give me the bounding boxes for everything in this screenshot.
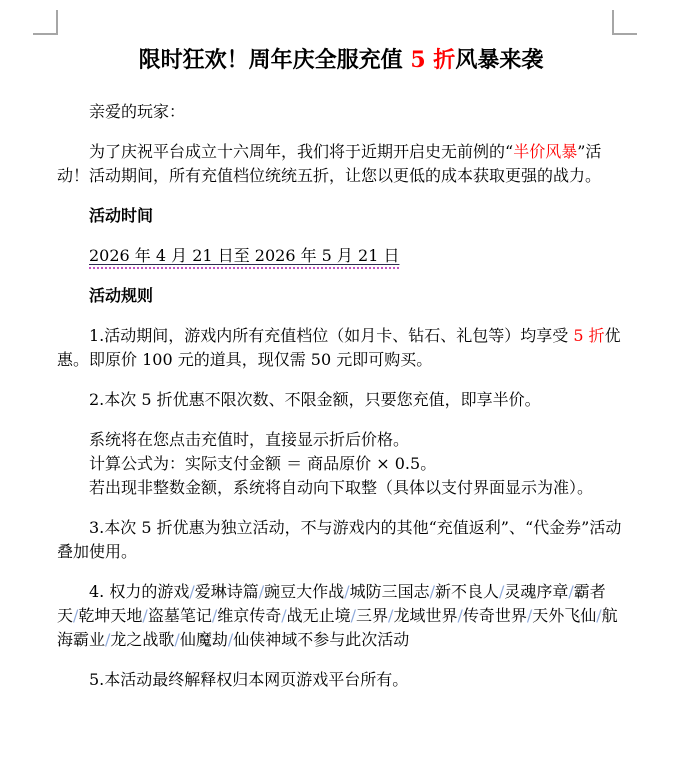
rule-2-detail-line: 系统将在您点击充值时，直接显示折后价格。 — [89, 430, 410, 449]
rule-1-text-tail: 优惠。即原价 100 元的道具，现仅需 50 元即可购买。 — [57, 326, 621, 369]
intro-text-tail: ”活动！活动期间，所有充值档位统统五折，让您以更低的成本获取更强的战力。 — [57, 142, 602, 185]
rule-2-details — [57, 428, 625, 500]
game-separator: / — [388, 606, 394, 625]
game-name: 权力的游戏 — [109, 582, 190, 601]
rule-1-discount-highlight: 5 折 — [573, 326, 605, 345]
game-separator: / — [227, 630, 234, 649]
game-name: 龙之战歌 — [110, 630, 175, 649]
game-name: 龙域世界 — [393, 606, 458, 625]
game-separator: / — [429, 582, 435, 601]
title-text: 限时狂欢！周年庆全服充值 — [138, 47, 411, 73]
game-name: 航海霸业 — [57, 606, 618, 649]
game-name: 乾坤天地 — [78, 606, 143, 625]
greeting-line: 亲爱的玩家： — [89, 102, 186, 121]
title-discount-highlight: 5 折 — [410, 47, 456, 73]
game-separator: / — [281, 606, 287, 625]
rule-4-prefix: 4. — [89, 582, 110, 601]
game-separator: / — [344, 582, 350, 601]
game-name: 霸者天 — [57, 582, 606, 625]
game-name: 仙魔劫 — [179, 630, 228, 649]
crop-mark-top-left-horizontal — [33, 33, 58, 35]
game-separator: / — [105, 630, 111, 649]
rule-2: 2.本次 5 折优惠不限次数、不限金额，只要您充值，即享半价。 — [89, 390, 541, 409]
rule-5: 5.本活动最终解释权归本网页游戏平台所有。 — [89, 670, 409, 689]
rule-1-text: 1.活动期间，游戏内所有充值档位（如月卡、钻石、礼包等）均享受 — [89, 326, 574, 345]
game-separator: / — [174, 630, 180, 649]
game-name: 维京传奇 — [217, 606, 282, 625]
game-name: 战无止境 — [286, 606, 351, 625]
game-separator: / — [211, 606, 218, 625]
game-name: 传奇世界 — [462, 606, 527, 625]
section-heading-time: 活动时间 — [89, 206, 154, 225]
title-text-tail: 风暴来袭 — [455, 47, 544, 73]
game-separator: / — [189, 582, 195, 601]
game-separator: / — [142, 606, 148, 625]
intro-highlight: 半价风暴 — [513, 142, 578, 161]
date-paragraph — [57, 244, 625, 268]
date-range: 2026 年 4 月 21 日至 2026 年 5 月 21 日 — [89, 246, 399, 269]
game-separator: / — [568, 582, 574, 601]
game-name: 三界 — [356, 606, 389, 625]
crop-mark-top-right-vertical — [612, 10, 614, 35]
rule-4 — [57, 580, 625, 652]
game-separator: / — [258, 582, 265, 601]
game-separator: / — [499, 582, 505, 601]
rule-4-suffix: 不参与此次活动 — [297, 630, 410, 649]
game-separator: / — [457, 606, 463, 625]
game-name: 灵魂序章 — [504, 582, 569, 601]
game-separator: / — [350, 606, 357, 625]
section-heading-rules: 活动规则 — [89, 286, 154, 305]
rule-2-detail-line: 计算公式为：实际支付金额 ＝ 商品原价 × 0.5。 — [89, 454, 437, 473]
game-separator: / — [73, 606, 79, 625]
rule-2-detail-line: 若出现非整数金额，系统将自动向下取整（具体以支付界面显示为准）。 — [89, 478, 594, 497]
crop-mark-top-left-vertical — [56, 10, 58, 35]
document-content — [57, 36, 625, 692]
page-title — [57, 46, 625, 74]
intro-paragraph — [57, 140, 625, 188]
rule-3: 3.本次 5 折优惠为独立活动，不与游戏内的其他“充值返利”、“代金券”活动叠加使用。 — [57, 518, 622, 561]
game-name: 豌豆大作战 — [264, 582, 345, 601]
game-name: 盗墓笔记 — [147, 606, 212, 625]
intro-text: 为了庆祝平台成立十六周年，我们将于近期开启史无前例的“ — [89, 142, 514, 161]
game-separator: / — [526, 606, 533, 625]
game-name: 城防三国志 — [349, 582, 430, 601]
game-name: 新不良人 — [434, 582, 499, 601]
game-name: 天外飞仙 — [532, 606, 597, 625]
game-name: 爱琳诗篇 — [194, 582, 259, 601]
game-separator: / — [596, 606, 602, 625]
game-name: 仙侠神域 — [233, 630, 298, 649]
rule-1 — [57, 324, 625, 372]
crop-mark-top-right-horizontal — [612, 33, 637, 35]
